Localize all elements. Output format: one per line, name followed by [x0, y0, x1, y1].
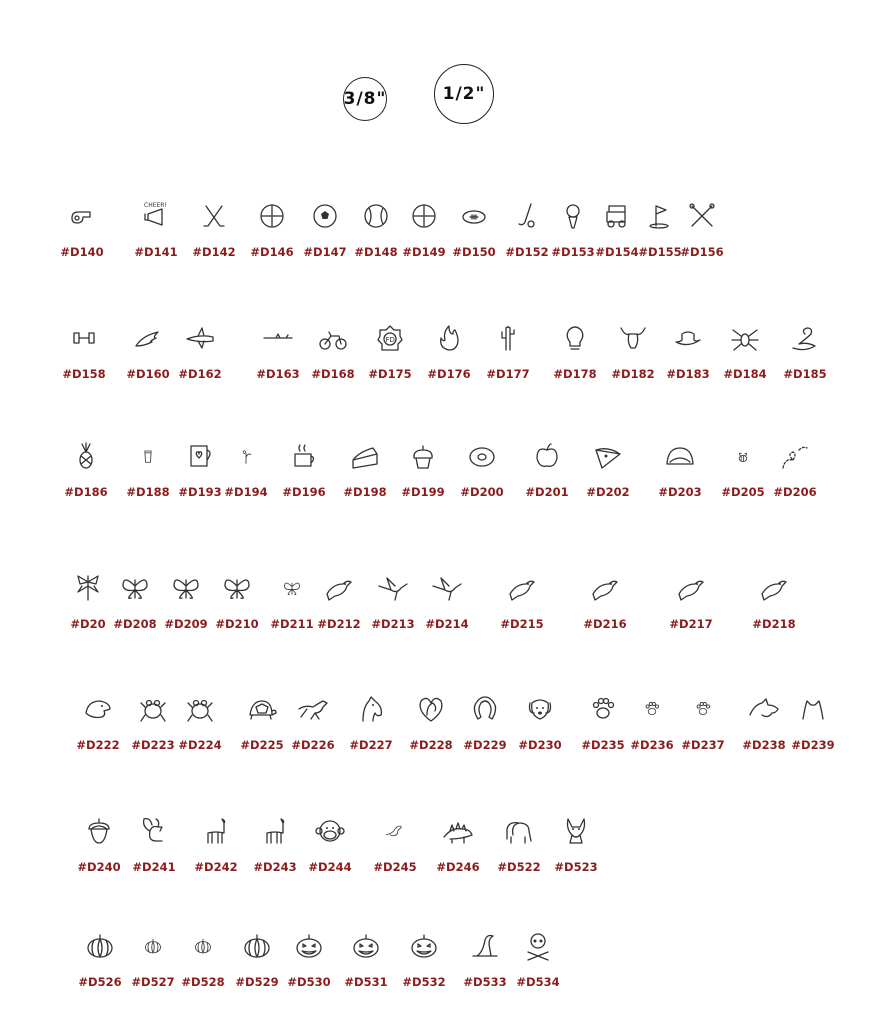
charm-code: #D182 [611, 367, 655, 381]
charm-item [336, 930, 396, 990]
charm-code: #D186 [64, 485, 108, 499]
wide-pumpkin-icon [241, 930, 273, 962]
charm-code: #D194 [224, 485, 268, 499]
charm-code: #D236 [630, 738, 674, 752]
cheer-megaphone-icon [140, 200, 172, 232]
charm-item [341, 693, 401, 753]
charm-item [546, 815, 606, 875]
alpaca-icon [259, 815, 291, 847]
charm-code: #D209 [164, 617, 208, 631]
charm-code: #D226 [291, 738, 335, 752]
charm-item [300, 815, 360, 875]
charm-item [309, 572, 369, 632]
charm-item [775, 322, 835, 382]
charm-item [173, 930, 233, 990]
tiny-pumpkin-icon [193, 936, 213, 956]
charm-code: #D176 [427, 367, 471, 381]
charm-code: #D184 [723, 367, 767, 381]
fire-badge-icon [374, 322, 406, 354]
frog-side-icon [137, 693, 169, 725]
spider-icon [729, 322, 761, 354]
elephant-icon [503, 815, 535, 847]
dog-outline-icon [748, 693, 780, 725]
charm-item [186, 815, 246, 875]
charm-code: #D208 [113, 617, 157, 631]
charm-item [274, 440, 334, 500]
charm-code: #D225 [240, 738, 284, 752]
charm-item [248, 322, 308, 382]
perched-bird-icon [589, 572, 621, 604]
charm-item [279, 930, 339, 990]
basketball-icon [408, 200, 440, 232]
horseshoe-icon [469, 693, 501, 725]
charm-item [170, 693, 230, 753]
charm-code: #D526 [78, 975, 122, 989]
apple-icon [531, 440, 563, 472]
charm-item [52, 200, 112, 260]
charm-code: #D149 [402, 245, 446, 259]
charm-item [394, 930, 454, 990]
charm-code: #D523 [554, 860, 598, 874]
light-bulb-icon [559, 322, 591, 354]
charm-code: #D218 [752, 617, 796, 631]
charm-code: #D241 [132, 860, 176, 874]
charm-code: #D142 [192, 245, 236, 259]
charm-code: #D217 [669, 617, 713, 631]
charm-code: #D222 [76, 738, 120, 752]
plane-icon [184, 322, 216, 354]
charm-code: #D200 [460, 485, 504, 499]
charm-item [54, 322, 114, 382]
small-butterfly-icon [282, 578, 302, 598]
golf-club-icon [511, 200, 543, 232]
charm-code: #D175 [368, 367, 412, 381]
dumbbell-icon [68, 322, 100, 354]
charm-item [517, 440, 577, 500]
charm-code: #D160 [126, 367, 170, 381]
charm-item [126, 200, 186, 260]
charm-code: #D210 [215, 617, 259, 631]
charm-item [744, 572, 804, 632]
flame-icon [433, 322, 465, 354]
charm-item [452, 440, 512, 500]
charm-code: #D155 [638, 245, 682, 259]
charm-item [124, 815, 184, 875]
charm-code: #D237 [681, 738, 725, 752]
stegosaurus-icon [442, 815, 474, 847]
charm-code: #D203 [658, 485, 702, 499]
charm-item [70, 930, 130, 990]
charm-item [118, 440, 178, 500]
bee-trail-icon [779, 440, 811, 472]
volleyball-icon [256, 200, 288, 232]
pizza-slice-icon [592, 440, 624, 472]
charm-code: #D227 [349, 738, 393, 752]
swirl-icon [236, 446, 256, 466]
horse-head-icon [355, 693, 387, 725]
soccer-ball-icon [309, 200, 341, 232]
charm-item [713, 440, 773, 500]
golf-cart-icon [601, 200, 633, 232]
skull-crossbones-icon [522, 930, 554, 962]
charm-item [227, 930, 287, 990]
hummingbird-flying-icon [431, 572, 463, 604]
heart-paw-icon [693, 699, 713, 719]
charm-item [365, 815, 425, 875]
pineapple-icon [70, 440, 102, 472]
donut-icon [466, 440, 498, 472]
charm-code: #D215 [500, 617, 544, 631]
charm-code: #D533 [463, 975, 507, 989]
charm-code: #D188 [126, 485, 170, 499]
cupcake-icon [407, 440, 439, 472]
charm-code: #D230 [518, 738, 562, 752]
charm-item [545, 322, 605, 382]
turtle-icon [246, 693, 278, 725]
charm-item [419, 322, 479, 382]
charm-code: #D183 [666, 367, 710, 381]
butterfly-heart-icon [170, 572, 202, 604]
charm-code: #D529 [235, 975, 279, 989]
cowboy-hat-icon [672, 322, 704, 354]
bee-icon [733, 446, 753, 466]
charm-code: #D224 [178, 738, 222, 752]
winged-shoe-icon [132, 322, 164, 354]
charm-item [661, 572, 721, 632]
charm-item [455, 693, 515, 753]
charm-item [428, 815, 488, 875]
dragonfly-icon [72, 572, 104, 604]
charm-code: #D158 [62, 367, 106, 381]
chubby-bird-icon [758, 572, 790, 604]
charm-code: #D213 [371, 617, 415, 631]
butterfly-outline-icon [119, 572, 151, 604]
charm-code: #D212 [317, 617, 361, 631]
charm-item [170, 322, 230, 382]
charm-code: #D245 [373, 860, 417, 874]
size-1-2-circle [434, 64, 494, 124]
charm-code: #D530 [287, 975, 331, 989]
cactus-icon [492, 322, 524, 354]
charm-code: #D214 [425, 617, 469, 631]
charm-code: #D216 [583, 617, 627, 631]
charm-item [578, 440, 638, 500]
charm-code: #D534 [516, 975, 560, 989]
small-dinosaur-icon [385, 821, 405, 841]
small-pumpkin-icon [143, 936, 163, 956]
size-3-8-label: 3/8" [343, 89, 387, 109]
butterfly-icon [221, 572, 253, 604]
charm-item [393, 440, 453, 500]
charm-code: #D201 [525, 485, 569, 499]
llama-icon [200, 815, 232, 847]
charm-code: #D141 [134, 245, 178, 259]
monkey-face-icon [314, 815, 346, 847]
acorn-icon [83, 815, 115, 847]
charm-item [492, 572, 552, 632]
charm-code: #D205 [721, 485, 765, 499]
charm-item [444, 200, 504, 260]
snake-icon [789, 322, 821, 354]
charm-item [510, 693, 570, 753]
charm-code: #D228 [409, 738, 453, 752]
steaming-mug-icon [288, 440, 320, 472]
charm-item [283, 693, 343, 753]
jack-o-lantern-smile-icon [350, 930, 382, 962]
charm-item [575, 572, 635, 632]
charm-item [715, 322, 775, 382]
charm-code: #D198 [343, 485, 387, 499]
charm-code: #D527 [131, 975, 175, 989]
charm-code: #D522 [497, 860, 541, 874]
small-plane-icon [262, 322, 294, 354]
charm-code: #D185 [783, 367, 827, 381]
charm-code: #D156 [680, 245, 724, 259]
svg-text:CHEER!: CHEER! [144, 202, 167, 209]
charm-item [118, 322, 178, 382]
cardinal-icon [323, 572, 355, 604]
charm-code: #D243 [253, 860, 297, 874]
swallow-icon [506, 572, 538, 604]
charm-item [489, 815, 549, 875]
charm-code: #D20 [70, 617, 106, 631]
jack-o-lantern-grin-icon [408, 930, 440, 962]
small-paw-icon [642, 699, 662, 719]
charm-code: #D152 [505, 245, 549, 259]
charm-item [335, 440, 395, 500]
charm-code: #D196 [282, 485, 326, 499]
charm-item [207, 572, 267, 632]
dog-face-icon [524, 693, 556, 725]
charm-item [303, 322, 363, 382]
hockey-sticks-icon [198, 200, 230, 232]
charm-code: #D140 [60, 245, 104, 259]
charm-item [765, 440, 825, 500]
charm-item [603, 322, 663, 382]
charm-item [216, 440, 276, 500]
charm-code: #D211 [270, 617, 314, 631]
paw-print-icon [587, 693, 619, 725]
charm-code: #D153 [551, 245, 595, 259]
baseball-icon [360, 200, 392, 232]
charm-code: #D246 [436, 860, 480, 874]
charm-item [360, 322, 420, 382]
charm-item [184, 200, 244, 260]
crossed-tees-icon [686, 200, 718, 232]
charm-code: #D202 [586, 485, 630, 499]
svg-text:FD: FD [385, 336, 395, 344]
charm-code: #D193 [178, 485, 222, 499]
eagle-head-icon [82, 693, 114, 725]
charm-code: #D177 [486, 367, 530, 381]
charm-item [69, 815, 129, 875]
football-icon [458, 200, 490, 232]
charm-item [455, 930, 515, 990]
cup-icon [138, 446, 158, 466]
charm-item [56, 440, 116, 500]
charm-code: #D148 [354, 245, 398, 259]
charm-item [363, 572, 423, 632]
bull-head-icon [617, 322, 649, 354]
cake-slice-icon [349, 440, 381, 472]
size-3-8-circle [343, 77, 387, 121]
charm-item [478, 322, 538, 382]
hummingbird-icon [377, 572, 409, 604]
horse-heart-icon [415, 693, 447, 725]
fox-icon [560, 815, 592, 847]
charm-item [673, 693, 733, 753]
frog-icon [184, 693, 216, 725]
taco-icon [664, 440, 696, 472]
charm-code: #D168 [311, 367, 355, 381]
charm-code: #D238 [742, 738, 786, 752]
golf-tee-icon [557, 200, 589, 232]
charm-code: #D154 [595, 245, 639, 259]
jack-o-lantern-icon [293, 930, 325, 962]
charm-item [68, 693, 128, 753]
charm-code: #D229 [463, 738, 507, 752]
charm-code: #D235 [581, 738, 625, 752]
charm-code: #D162 [178, 367, 222, 381]
cat-outline-icon [797, 693, 829, 725]
charm-item [242, 200, 302, 260]
running-horse-icon [297, 693, 329, 725]
charm-item [245, 815, 305, 875]
whistle-icon [66, 200, 98, 232]
pumpkin-icon [84, 930, 116, 962]
charm-item [658, 322, 718, 382]
charm-item [508, 930, 568, 990]
charm-code: #D223 [131, 738, 175, 752]
motorcycle-icon [317, 322, 349, 354]
size-1-2-label: 1/2" [442, 84, 486, 104]
songbird-icon [675, 572, 707, 604]
squirrel-icon [138, 815, 170, 847]
charm-code: #D146 [250, 245, 294, 259]
charm-code: #D531 [344, 975, 388, 989]
witch-hat-icon [469, 930, 501, 962]
charm-code: #D528 [181, 975, 225, 989]
charm-code: #D244 [308, 860, 352, 874]
charm-item [417, 572, 477, 632]
charm-code: #D178 [553, 367, 597, 381]
charm-code: #D199 [401, 485, 445, 499]
charm-code: #D240 [77, 860, 121, 874]
charm-code: #D147 [303, 245, 347, 259]
heart-mug-icon [184, 440, 216, 472]
charm-code: #D163 [256, 367, 300, 381]
charm-code: #D150 [452, 245, 496, 259]
charm-item [783, 693, 843, 753]
charm-item [650, 440, 710, 500]
charm-code: #D532 [402, 975, 446, 989]
charm-item [401, 693, 461, 753]
charm-code: #D242 [194, 860, 238, 874]
charm-code: #D239 [791, 738, 835, 752]
charm-code: #D206 [773, 485, 817, 499]
charm-item [672, 200, 732, 260]
